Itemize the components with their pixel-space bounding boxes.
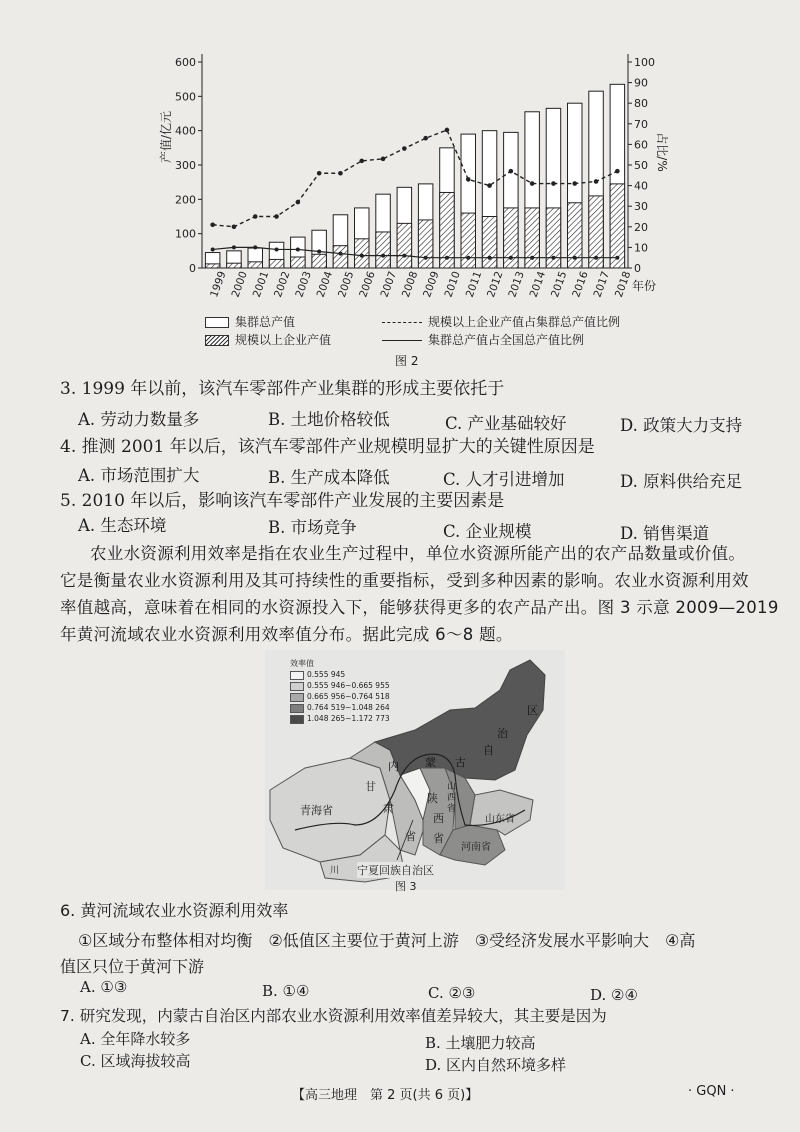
y-tick-label: 200 — [175, 193, 196, 207]
legend-solid-line — [382, 340, 422, 341]
x-tick-label: 2007 — [378, 269, 400, 300]
point-ratio-above-scale — [509, 169, 514, 174]
q4-option-a[interactable]: A. 市场范围扩大 — [78, 466, 200, 485]
y2-tick-label: 70 — [634, 117, 648, 131]
point-ratio-national — [615, 256, 619, 260]
footer-code: · GQN · — [688, 1084, 735, 1099]
q5-option-d[interactable]: D. 销售渠道 — [620, 524, 710, 543]
point-ratio-above-scale — [317, 171, 322, 176]
legend-dashed-line — [382, 322, 422, 323]
x-tick-label: 2006 — [357, 269, 378, 300]
label-qinghai: 青海省 — [300, 804, 333, 817]
q6-option-b[interactable]: B. ①④ — [262, 982, 310, 1000]
y-axis-label: 产值/亿元 — [159, 110, 173, 164]
point-ratio-national — [338, 252, 342, 256]
q4-option-d[interactable]: D. 原料供给充足 — [620, 472, 743, 491]
x-tick-label: 2002 — [272, 269, 293, 300]
point-ratio-national — [317, 250, 321, 254]
x-tick-label: 2011 — [463, 269, 485, 300]
point-ratio-national — [381, 254, 385, 258]
question-6-stem: 6. 黄河流域农业水资源利用效率 — [60, 901, 289, 920]
passage-line: 它是衡量农业水资源利用及其可持续性的重要指标，受到多种因素的影响。农业水资源利用效 — [60, 571, 749, 590]
legend-box — [290, 715, 304, 724]
passage-text — [60, 540, 779, 648]
map-legend-item-5 — [290, 714, 390, 724]
legend-label: 0.764 519~1.048 264 — [307, 703, 390, 712]
point-ratio-national — [296, 247, 300, 251]
label-neimenggu-2: 蒙 — [425, 756, 436, 769]
q3-option-a[interactable]: A. 劳动力数量多 — [78, 410, 200, 429]
q4-option-b[interactable]: B. 生产成本降低 — [268, 468, 390, 487]
q5-option-a[interactable]: A. 生态环境 — [78, 516, 167, 535]
label-shaanxi-3: 省 — [433, 832, 444, 845]
label-neimenggu-1: 内 — [388, 760, 399, 773]
y-tick-label: 500 — [175, 90, 196, 104]
passage-line: 农业水资源利用效率是指在农业生产过程中，单位水资源所能产出的农产品数量或价值。 — [90, 544, 746, 563]
point-ratio-above-scale — [487, 183, 492, 188]
x-tick-label: 2013 — [506, 269, 527, 300]
point-ratio-above-scale — [445, 128, 450, 133]
x-axis-label: 年份 — [632, 279, 657, 293]
question-6-statements-2: 值区只位于黄河下游 — [60, 957, 205, 976]
point-ratio-national — [253, 245, 257, 249]
legend-label: 集群总产值 — [235, 315, 296, 329]
point-ratio-national — [530, 256, 534, 260]
x-tick-label: 2018 — [612, 269, 634, 300]
point-ratio-above-scale — [253, 214, 258, 219]
legend-ratio-national — [382, 331, 584, 348]
y2-axis-label: 占比/% — [655, 132, 669, 172]
x-tick-label: 2000 — [229, 269, 250, 300]
map-legend-item-4 — [290, 703, 390, 713]
label-shaanxi-1: 陕 — [427, 792, 438, 805]
y2-tick-label: 20 — [634, 220, 648, 234]
bar-above-scale — [418, 220, 432, 268]
point-ratio-above-scale — [615, 169, 620, 174]
bar-above-scale — [291, 257, 305, 268]
question-4-stem: 4. 推测 2001 年以后，该汽车零部件产业规模明显扩大的关键性原因是 — [60, 437, 595, 457]
legend-box — [290, 704, 304, 713]
label-gansu-1: 甘 — [365, 780, 376, 793]
q4-option-c[interactable]: C. 人才引进增加 — [443, 470, 565, 489]
y2-tick-label: 100 — [634, 56, 655, 69]
point-ratio-above-scale — [551, 181, 556, 186]
bar-above-scale — [461, 213, 475, 268]
y-tick-label: 600 — [175, 56, 196, 69]
q3-option-c[interactable]: C. 产业基础较好 — [445, 414, 567, 433]
bar-above-scale — [333, 246, 347, 268]
point-ratio-above-scale — [423, 136, 428, 141]
x-tick-label: 2003 — [293, 269, 314, 300]
q7-option-a[interactable]: A. 全年降水较多 — [80, 1030, 191, 1048]
q3-option-d[interactable]: D. 政策大力支持 — [620, 416, 743, 435]
x-tick-label: 2008 — [399, 269, 421, 300]
label-henan: 河南省 — [461, 842, 491, 853]
bar-above-scale — [397, 223, 411, 268]
y2-tick-label: 30 — [634, 200, 648, 214]
question-5-stem: 5. 2010 年以后，影响该汽车零部件产业发展的主要因素是 — [60, 491, 505, 511]
x-tick-label: 2012 — [485, 269, 506, 300]
bar-above-scale — [482, 217, 496, 269]
map-legend-item-1 — [290, 670, 345, 680]
legend-box — [290, 682, 304, 691]
point-ratio-above-scale — [381, 157, 386, 162]
x-tick-label: 2016 — [570, 269, 591, 300]
point-ratio-national — [573, 256, 577, 260]
q5-option-c[interactable]: C. 企业规模 — [443, 522, 532, 541]
page-footer: 【高三地理 第 2 页(共 6 页)】 — [292, 1088, 479, 1103]
y2-tick-label: 60 — [634, 138, 648, 152]
legend-label: 1.048 265~1.172 773 — [307, 714, 390, 723]
y-tick-label: 0 — [189, 262, 196, 275]
point-ratio-national — [466, 256, 470, 260]
y2-tick-label: 90 — [634, 76, 648, 90]
legend-swatch-cluster — [205, 317, 229, 328]
figure-2-chart — [150, 40, 690, 360]
legend-label: 0.555 945 — [307, 670, 346, 679]
bar-above-scale — [269, 259, 283, 268]
q7-option-d[interactable]: D. 区内自然环境多样 — [425, 1056, 567, 1074]
point-ratio-above-scale — [296, 200, 301, 205]
label-neimenggu-5: 治 — [497, 727, 508, 740]
point-ratio-above-scale — [338, 171, 343, 176]
x-tick-label: 2009 — [421, 269, 442, 300]
y2-tick-label: 80 — [634, 97, 648, 111]
bar-above-scale — [610, 184, 624, 268]
point-ratio-above-scale — [594, 179, 599, 184]
point-ratio-national — [275, 247, 279, 251]
point-ratio-above-scale — [232, 225, 237, 230]
point-ratio-national — [488, 256, 492, 260]
x-tick-label: 2001 — [250, 269, 272, 300]
x-tick-label: 2005 — [335, 269, 357, 300]
question-7-stem: 7. 研究发现，内蒙古自治区内部农业水资源利用效率值差异较大，其主要是因为 — [60, 1007, 607, 1025]
figure-3-map — [265, 650, 565, 893]
x-tick-label: 2015 — [548, 269, 570, 300]
x-tick-label: 1999 — [208, 269, 229, 300]
label-shanxi: 山西省 — [447, 782, 457, 814]
label-shaanxi-2: 西 — [433, 812, 444, 825]
bar-above-scale — [248, 262, 262, 268]
point-ratio-national — [424, 256, 428, 260]
point-ratio-above-scale — [402, 146, 407, 151]
figure-2-caption: 图 2 — [395, 354, 419, 368]
figure-3-caption: 图 3 — [395, 880, 417, 893]
label-neimenggu-4: 自 — [483, 744, 494, 757]
map-legend-item-3 — [290, 692, 390, 702]
label-gansu-3: 省 — [405, 830, 416, 843]
bar-above-scale — [355, 239, 369, 268]
legend-label: 0.665 956~0.764 518 — [307, 692, 390, 701]
point-ratio-national — [509, 256, 513, 260]
q3-option-b[interactable]: B. 土地价格较低 — [268, 410, 390, 429]
bar-above-scale — [376, 232, 390, 268]
passage-line: 率值越高，意味着在相同的水资源投入下，能够获得更多的农产品产出。图 3 示意 2009—2019 — [60, 598, 779, 617]
point-ratio-above-scale — [572, 181, 577, 186]
bar-above-scale — [227, 263, 241, 268]
y-tick-label: 300 — [175, 159, 196, 172]
label-neimenggu-3: 古 — [455, 756, 466, 769]
legend-label: 规模以上企业产值 — [235, 333, 332, 347]
point-ratio-national — [594, 256, 598, 260]
x-tick-label: 2004 — [314, 269, 336, 300]
point-ratio-national — [360, 254, 364, 258]
label-gansu-2: 肃 — [383, 802, 394, 815]
legend-label: 规模以上企业产值占集群总产值比例 — [428, 315, 621, 329]
label-neimenggu-6: 区 — [527, 704, 538, 717]
legend-cluster-total — [205, 313, 295, 330]
legend-above-scale — [205, 331, 331, 348]
label-sichuan: 川 — [330, 866, 340, 876]
x-tick-label: 2010 — [442, 269, 463, 300]
q7-option-c[interactable]: C. 区域海拔较高 — [80, 1052, 191, 1070]
x-tick-label: 2014 — [527, 269, 549, 300]
point-ratio-above-scale — [274, 214, 279, 219]
label-shandong: 山东省 — [485, 814, 515, 825]
q5-option-b[interactable]: B. 市场竞争 — [268, 518, 357, 537]
map-legend-item-2 — [290, 681, 390, 691]
point-ratio-national — [551, 256, 555, 260]
q7-option-b[interactable]: B. 土壤肥力较高 — [425, 1034, 536, 1052]
y2-tick-label: 50 — [634, 159, 648, 172]
point-ratio-above-scale — [210, 222, 215, 227]
legend-swatch-hatch — [205, 335, 229, 346]
legend-box — [290, 671, 304, 680]
x-tick-label: 2017 — [591, 269, 613, 300]
legend-label: 0.555 946~0.665 955 — [307, 681, 390, 690]
y2-tick-label: 40 — [634, 179, 648, 193]
question-3-stem: 3. 1999 年以前，该汽车零部件产业集群的形成主要依托于 — [60, 379, 505, 399]
bar-above-scale — [312, 254, 326, 268]
chart-svg — [150, 40, 690, 360]
y2-tick-label: 0 — [634, 262, 641, 275]
legend-label: 集群总产值占全国总产值比例 — [428, 333, 585, 347]
point-ratio-above-scale — [359, 159, 364, 164]
point-ratio-national — [445, 256, 449, 260]
question-6-statements-1: ①区域分布整体相对均衡 ②低值区主要位于黄河上游 ③受经济发展水平影响大 ④高 — [78, 931, 696, 950]
q6-option-a[interactable]: A. ①③ — [80, 978, 128, 996]
legend-ratio-above — [382, 313, 620, 330]
y-tick-label: 100 — [175, 227, 196, 241]
y-tick-label: 400 — [175, 124, 196, 138]
legend-box — [290, 693, 304, 702]
passage-line: 年黄河流域农业水资源利用效率值分布。据此完成 6～8 题。 — [60, 625, 513, 644]
q6-option-d[interactable]: D. ②④ — [590, 986, 638, 1004]
point-ratio-above-scale — [530, 181, 535, 186]
label-ningxia: 宁夏回族自治区 — [357, 864, 434, 877]
point-ratio-above-scale — [466, 177, 471, 182]
point-ratio-national — [402, 254, 406, 258]
q6-option-c[interactable]: C. ②③ — [428, 984, 476, 1002]
point-ratio-national — [211, 247, 215, 251]
bar-above-scale — [205, 264, 219, 268]
map-legend-title: 效率值 — [290, 659, 314, 668]
y2-tick-label: 10 — [634, 241, 648, 255]
point-ratio-national — [232, 245, 236, 249]
